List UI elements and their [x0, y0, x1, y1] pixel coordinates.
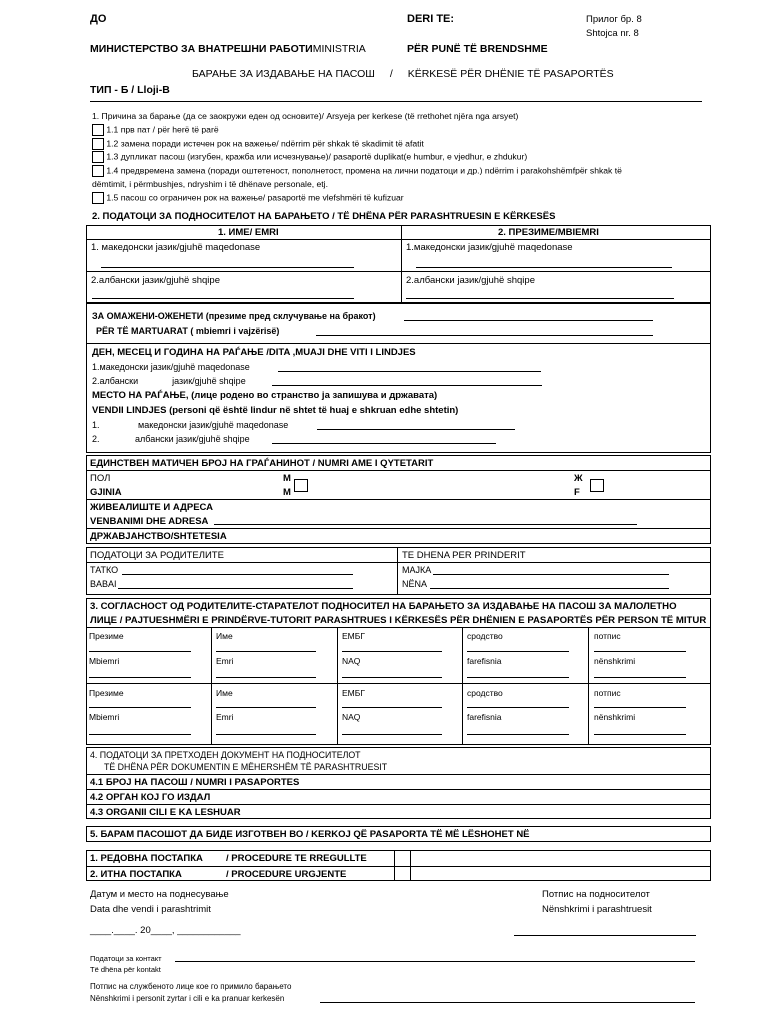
header-prilog: Прилог бр. 8	[586, 14, 642, 25]
parents-header-sq: TE DHENA PER PRINDERIT	[402, 550, 526, 561]
guardian2-embg-label: ЕМБГ	[342, 688, 365, 698]
guardian2-name-label-sq: Emri	[216, 712, 234, 722]
pob-line1-num: 1.	[92, 420, 100, 430]
guardian2-relation-label-sq: farefisnia	[467, 712, 502, 722]
pob-mk-input[interactable]	[317, 429, 515, 430]
pob-sq-label: VENDII LINDJES (personi që është lindur në shtet të huaj e shkruan edhe shtetin)	[92, 405, 459, 416]
guardian2-surname-sq-input[interactable]	[89, 734, 191, 735]
pob-line2-label: албански јазик/gjuhë shqipe	[135, 434, 250, 444]
form-type: ТИП - Б / Lloji-B	[90, 84, 170, 96]
guardian2-surname-label-sq: Mbiemri	[89, 712, 120, 722]
guardian2-embg-label-sq: NAQ	[342, 712, 361, 722]
pob-sq-input[interactable]	[272, 443, 496, 444]
procedure-regular-sq: / PROCEDURE TE RREGULLTE	[226, 853, 367, 864]
date-place-mk-label: Датум и место на поднесување	[90, 889, 229, 900]
guardian1-embg-input[interactable]	[342, 651, 442, 652]
address-mk-label: ЖИВЕАЛИШТЕ И АДРЕСА	[90, 502, 214, 513]
dob-mk-label: 1.македонски јазик/gjuhë maqedonase	[92, 362, 250, 372]
citizenship-label: ДРЖАВЈАНСТВО/SHTETESIA	[90, 531, 227, 542]
issuing-authority-sq-label: 4.3 ORGANII CILI E KA LESHUAR	[90, 807, 241, 818]
gender-sq-label: GJINIA	[90, 487, 122, 498]
reason-checkbox-2[interactable]	[92, 138, 104, 150]
parents-header-mk: ПОДАТОЦИ ЗА РОДИТЕЛИТЕ	[90, 550, 224, 561]
guardian2-signature-input[interactable]	[594, 707, 686, 708]
mother-sq-label: NËNA	[402, 579, 428, 589]
surname-sq-label: 2.албански јазик/gjuhë shqipe	[406, 275, 535, 286]
guardian1-relation-label: сродство	[467, 631, 503, 641]
date-place-input[interactable]: ____.____. 20____, ____________	[90, 925, 241, 936]
procedure-regular-checkbox[interactable]	[395, 851, 410, 866]
contact-mk-label: Податоци за контакт	[90, 954, 162, 963]
guardian1-embg-sq-input[interactable]	[342, 677, 442, 678]
guardian2-name-sq-input[interactable]	[216, 734, 316, 735]
reason-checkbox-1[interactable]	[92, 124, 104, 136]
guardian2-embg-sq-input[interactable]	[342, 734, 442, 735]
dob-sq-label: 2.албански јазик/gjuhë shqipe	[92, 376, 246, 386]
reason-checkbox-4[interactable]	[92, 165, 104, 177]
applicant-signature-sq-label: Nënshkrimi i parashtruesit	[542, 904, 652, 915]
father-mk-label: ТАТКО	[90, 565, 119, 575]
married-mk-label: ЗА ОМАЖЕНИ-ОЖЕНЕТИ (презиме пред склучување на бракот)	[92, 311, 376, 321]
reason-checkbox-5[interactable]	[92, 192, 104, 204]
guardian2-signature-label-sq: nënshkrimi	[594, 712, 636, 722]
contact-input[interactable]	[175, 961, 695, 962]
form-title-sq: KËRKESË PËR DHËNIE TË PASAPORTËS	[407, 68, 614, 80]
name-sq-input[interactable]	[92, 298, 354, 299]
form-title	[192, 68, 614, 80]
applicant-signature-input[interactable]	[514, 935, 696, 936]
guardian1-surname-sq-input[interactable]	[89, 677, 191, 678]
guardian2-name-input[interactable]	[216, 707, 316, 708]
gender-m-mk: М	[283, 473, 291, 484]
guardian2-name-label: Име	[216, 688, 233, 698]
guardian2-signature-sq-input[interactable]	[594, 734, 686, 735]
guardian2-relation-sq-input[interactable]	[467, 734, 569, 735]
header-do: ДО	[90, 13, 107, 25]
guardian1-signature-label-sq: nënshkrimi	[594, 656, 636, 666]
issuing-authority-mk-label: 4.2 ОРГАН КОЈ ГО ИЗДАЛ	[90, 792, 211, 803]
reason-option-4[interactable]: 1.4 предвремена замена (поради оштетеност, пополнетост, промена на лични податоци и др.) ndërrim i parakohshëmfpër shkak të	[92, 165, 622, 177]
section4-title-mk: 4. ПОДАТОЦИ ЗА ПРЕТХОДЕН ДОКУМЕНТ НА ПОДНОСИТЕЛОТ	[90, 750, 361, 760]
guardian1-name-label: Име	[216, 631, 233, 641]
father-mk-input[interactable]	[122, 574, 353, 575]
form-title-sep: /	[389, 68, 393, 80]
gender-f-sq: F	[574, 487, 580, 498]
official-signature-input[interactable]	[320, 1002, 695, 1003]
father-sq-label: BABAI	[90, 579, 117, 589]
name-mk-input[interactable]	[101, 267, 354, 268]
guardian1-embg-label: ЕМБГ	[342, 631, 365, 641]
guardian1-surname-label-sq: Mbiemri	[89, 656, 120, 666]
father-sq-input[interactable]	[118, 588, 353, 589]
mother-mk-label: МАЈКА	[402, 565, 432, 575]
address-sq-label: VENBANIMI DHE ADRESA	[90, 516, 209, 527]
guardian2-relation-input[interactable]	[467, 707, 569, 708]
pob-line1-label: македонски јазик/gjuhë maqedonase	[138, 420, 289, 430]
guardian1-name-input[interactable]	[216, 651, 316, 652]
guardian1-signature-sq-input[interactable]	[594, 677, 686, 678]
procedure-urgent-sq: / PROCEDURE URGJENTE	[226, 869, 347, 880]
header-shtojca: Shtojca nr. 8	[586, 28, 639, 39]
married-sq-input[interactable]	[316, 335, 653, 336]
section4-title-sq: TË DHËNA PËR DOKUMENTIN E MËHERSHËM TË PARASHTRUESIT	[104, 762, 388, 772]
guardian1-surname-input[interactable]	[89, 651, 191, 652]
official-signature-mk-label: Потпис на службеното лице кое го примило барањето	[90, 982, 292, 991]
gender-f-mk: Ж	[574, 473, 583, 484]
surname-sq-input[interactable]	[406, 298, 674, 299]
col-header-surname: 2. ПРЕЗИМЕ/MBIEMRI	[498, 227, 599, 238]
reason-option-4-cont: dëmtimit, i përmbushjes, ndryshim i të dhënave personale, etj.	[92, 179, 328, 189]
reason-option-1[interactable]: 1.1 прв пат / për herë të parë	[92, 124, 219, 136]
form-title-mk: БАРАЊЕ ЗА ИЗДАВАЊЕ НА ПАСОШ	[192, 68, 375, 80]
official-signature-sq-label: Nënshkrimi i personit zyrtar i cili e ka pranuar kerkesën	[90, 994, 285, 1003]
married-mk-input[interactable]	[404, 320, 653, 321]
ministry-sq: PËR PUNË TË BRENDSHME	[407, 43, 548, 55]
guardian1-signature-label: потпис	[594, 631, 621, 641]
married-sq-label: PËR TË MARTUARAT ( mbiemri i vajzërisë)	[96, 326, 280, 336]
header-deri-te: DERI TE:	[407, 13, 455, 25]
section2-title: 2. ПОДАТОЦИ ЗА ПОДНОСИТЕЛОТ НА БАРАЊЕТО / TË DHËNA PËR PARASHTRUESIN E KËRKESËS	[92, 211, 556, 222]
section3-title-a: 3. СОГЛАСНОСТ ОД РОДИТЕЛИТЕ-СТАРАТЕЛОТ ПОДНОСИТЕЛ НА БАРАЊЕТО ЗА ИЗДАВАЊЕ НА ПАСОШ ЗА МАЛОЛЕТНО	[90, 601, 677, 612]
guardian2-surname-input[interactable]	[89, 707, 191, 708]
guardian2-surname-label: Презиме	[89, 688, 124, 698]
guardian1-surname-label: Презиме	[89, 631, 124, 641]
guardian1-embg-label-sq: NAQ	[342, 656, 361, 666]
guardian2-embg-input[interactable]	[342, 707, 442, 708]
pob-mk-label: МЕСТО НА РАЃАЊЕ, (лице родено во странство ја запишува и државата)	[92, 390, 438, 401]
surname-mk-label: 1.македонски јазик/gjuhë maqedonase	[406, 242, 573, 253]
col-header-name: 1. ИМЕ/ EMRI	[218, 227, 279, 238]
guardian1-signature-input[interactable]	[594, 651, 686, 652]
passport-number-label: 4.1 БРОЈ НА ПАСОШ / NUMRI I PASAPORTES	[90, 777, 300, 788]
gender-female-checkbox[interactable]	[590, 479, 604, 492]
gender-m-sq: M	[283, 487, 291, 498]
guardian1-relation-label-sq: farefisnia	[467, 656, 502, 666]
ministry-mk: МИНИСТЕРСТВО ЗА ВНАТРЕШНИ РАБОТИMINISTRIA	[90, 43, 366, 55]
surname-mk-input[interactable]	[416, 267, 672, 268]
applicant-signature-mk-label: Потпис на подносителот	[542, 889, 650, 900]
reason-option-2[interactable]: 1.2 замена поради истечен рок на важење/ ndërrim për shkak të skadimit të afatit	[92, 138, 424, 150]
contact-sq-label: Të dhëna për kontakt	[90, 965, 161, 974]
procedure-regular-mk: 1. РЕДОВНА ПОСТАПКА	[90, 853, 203, 864]
guardian2-signature-label: потпис	[594, 688, 621, 698]
mother-mk-input[interactable]	[433, 574, 669, 575]
reason-option-5[interactable]: 1.5 пасош со ограничен рок на важење/ pasaportë me vlefshmëri të kufizuar	[92, 192, 404, 204]
name-mk-label: 1. македонски јазик/gjuhë maqedonase	[91, 242, 261, 253]
guardian2-relation-label: сродство	[467, 688, 503, 698]
embg-label: ЕДИНСТВЕН МАТИЧЕН БРОЈ НА ГРАЃАНИНОТ / NUMRI AME I QYTETARIT	[90, 458, 434, 469]
reason-checkbox-3[interactable]	[92, 151, 104, 163]
mother-sq-input[interactable]	[430, 588, 669, 589]
dob-sq-input[interactable]	[272, 385, 542, 386]
name-sq-label: 2.албански јазик/gjuhë shqipe	[91, 275, 220, 286]
reason-option-3[interactable]: 1.3 дупликат пасош (изгубен, кражба или исчезнување)/ pasaportë duplikat(e humbur, e vjedhur, e zhdukur)	[92, 151, 527, 163]
guardian1-name-sq-input[interactable]	[216, 677, 316, 678]
gender-male-checkbox[interactable]	[294, 479, 308, 492]
dob-mk-input[interactable]	[278, 371, 541, 372]
address-input[interactable]	[214, 524, 637, 525]
header-divider	[90, 101, 702, 102]
gender-mk-label: ПОЛ	[90, 473, 111, 484]
dob-title: ДЕН, МЕСЕЦ И ГОДИНА НА РАЃАЊЕ /DITA ,MUAJI DHE VITI I LINDJES	[92, 347, 416, 358]
date-place-sq-label: Data dhe vendi i parashtrimit	[90, 904, 211, 915]
procedure-urgent-checkbox[interactable]	[395, 867, 410, 881]
pob-line2-num: 2.	[92, 434, 100, 444]
procedure-urgent-mk: 2. ИТНА ПОСТАПКА	[90, 869, 182, 880]
name-table	[86, 225, 711, 303]
guardian1-relation-input[interactable]	[467, 651, 569, 652]
guardian1-name-label-sq: Emri	[216, 656, 234, 666]
section5-title: 5. БАРАМ ПАСОШОТ ДА БИДЕ ИЗГОТВЕН ВО / KERKOJ QË PASAPORTA TË MË LËSHOHET NË	[90, 829, 530, 840]
section1-title: 1. Причина за барање (да се заокружи еден од основите)/ Arsyeja per kerkese (të rrethohet njëra nga arsyet)	[92, 111, 519, 121]
section3-title-b: ЛИЦЕ / PAJTUESHMËRI E PRINDËRVE-TUTORIT PARASHTRUES I KËRKESËS PËR DHËNIEN E PASAPORTËS PËR PERSON TË MITUR	[90, 615, 707, 626]
guardian1-relation-sq-input[interactable]	[467, 677, 569, 678]
